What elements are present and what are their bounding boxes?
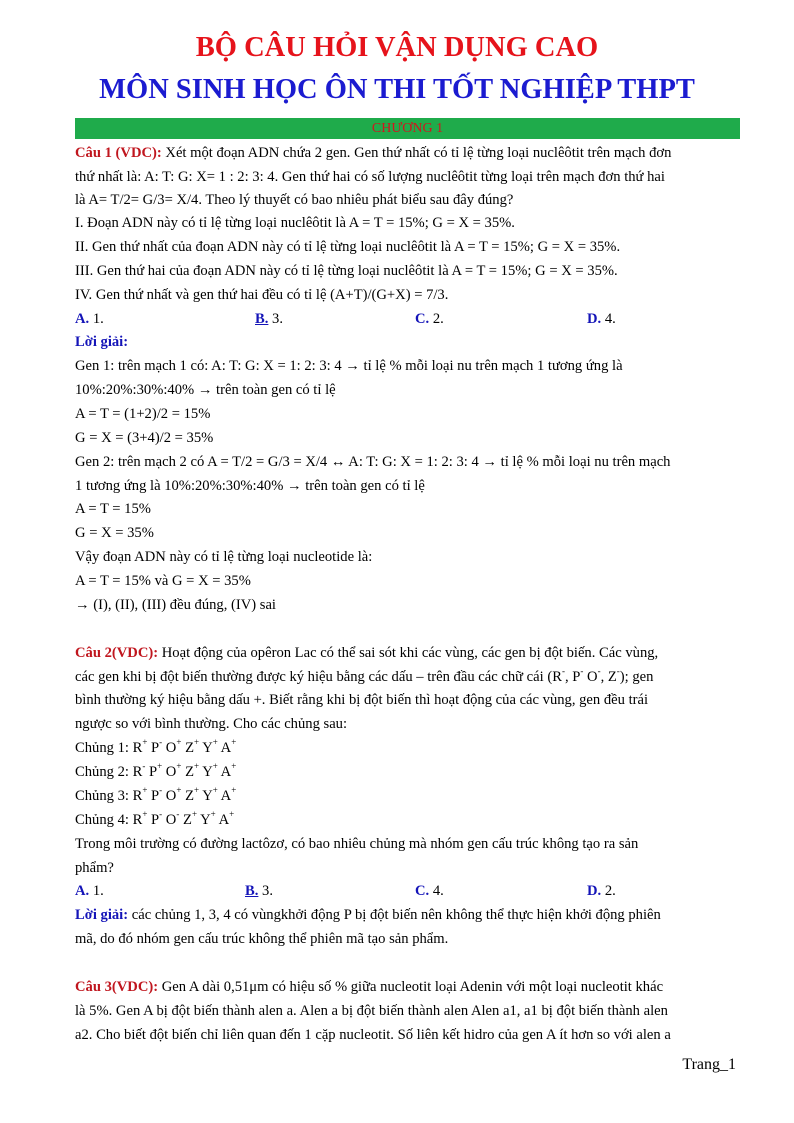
gene-symbol: P bbox=[145, 764, 158, 780]
q1-solution-line: G = X = 35% bbox=[75, 525, 154, 541]
allele-sign: + bbox=[229, 809, 235, 820]
option-letter: A. bbox=[75, 311, 90, 327]
gene-symbol: O bbox=[162, 788, 177, 804]
question-1-line-2: thứ nhất là: A: T: G: X= 1 : 2: 3: 4. Gen thứ hai có số lượng nuclêôtit từng loại trên mạch đơn thứ hai bbox=[75, 169, 665, 185]
option-letter: B. bbox=[245, 883, 259, 899]
q1-solution-line: A = T = 15% bbox=[75, 501, 151, 517]
option-text: 3. bbox=[268, 311, 283, 327]
document-title-line-2: MÔN SINH HỌC ÔN THI TỐT NGHIỆP THPT bbox=[99, 74, 695, 105]
gene-symbol: R bbox=[128, 788, 143, 804]
question-2-text: Hoạt động của opêron Lac có thể sai sót khi các vùng, các gen bị đột biến. Các vùng, bbox=[158, 645, 659, 661]
allele-sign: + bbox=[231, 761, 237, 772]
allele-sign: - bbox=[142, 761, 146, 772]
option-letter: D. bbox=[587, 311, 602, 327]
q2-option-a bbox=[75, 881, 104, 901]
allele-sign: + bbox=[231, 785, 237, 796]
q2-solution-label: Lời giải: bbox=[75, 907, 129, 923]
gene-symbol: A bbox=[217, 764, 232, 780]
gene-symbol: O bbox=[162, 764, 177, 780]
option-letter: C. bbox=[415, 883, 430, 899]
strain-2 bbox=[75, 762, 236, 782]
statement-4: IV. Gen thứ nhất và gen thứ hai đều có tỉ lệ (A+T)/(G+X) = 7/3. bbox=[75, 287, 449, 303]
q2-option-b bbox=[245, 881, 273, 901]
allele-sign: + bbox=[142, 785, 148, 796]
q1-solution-line: Vậy đoạn ADN này có tỉ lệ từng loại nucleotide là: bbox=[75, 549, 373, 565]
q1-option-c bbox=[415, 309, 444, 329]
strain-4 bbox=[75, 810, 234, 830]
question-3-label: Câu 3(VDC): bbox=[75, 979, 159, 995]
question-3-line-2: là 5%. Gen A bị đột biến thành alen a. Alen a bị đột biến thành alen Alen a1, a1 bị đột biến thành alen bbox=[75, 1003, 668, 1019]
allele-sign: + bbox=[191, 809, 198, 820]
allele-sign: + bbox=[157, 761, 163, 772]
gene-symbol: Y bbox=[199, 788, 213, 804]
q1-solution-line: G = X = (3+4)/2 = 35% bbox=[75, 430, 214, 446]
gene-symbol: O bbox=[162, 740, 177, 756]
q1-solution-label: Lời giải: bbox=[75, 334, 129, 350]
question-2-line-4: ngược so với bình thường. Cho các chủng sau: bbox=[75, 716, 348, 732]
strain-name: Chủng 3: bbox=[75, 788, 129, 804]
strain-3 bbox=[75, 786, 236, 806]
allele-sign: + bbox=[194, 761, 200, 772]
allele-sign: + bbox=[142, 737, 148, 748]
question-3-line-1 bbox=[75, 977, 663, 997]
page-number: Trang_1 bbox=[682, 1056, 736, 1073]
strain-1 bbox=[75, 738, 236, 758]
gene-symbol: Y bbox=[199, 764, 213, 780]
allele-sign: + bbox=[212, 737, 218, 748]
minus-sign: - bbox=[580, 666, 584, 677]
text: , Z bbox=[600, 669, 617, 685]
gene-symbol: Z bbox=[181, 764, 195, 780]
question-2-line-5: Trong môi trường có đường lactôzơ, có bao nhiêu chủng mà nhóm gen cấu trúc không tạo ra sản bbox=[75, 836, 639, 852]
question-2-line-6: phẩm? bbox=[75, 860, 114, 876]
allele-sign: + bbox=[194, 785, 200, 796]
text: , P bbox=[564, 669, 581, 685]
minus-sign: - bbox=[597, 666, 601, 677]
statement-2: II. Gen thứ nhất của đoạn ADN này có tỉ lệ từng loại nuclêôtit là A = T = 15%; G = X = 35%. bbox=[75, 239, 621, 255]
option-text: 1. bbox=[89, 883, 104, 899]
question-1-line-1 bbox=[75, 143, 671, 163]
option-letter: B. bbox=[255, 311, 269, 327]
q2-option-c bbox=[415, 881, 444, 901]
q1-option-b bbox=[255, 309, 283, 329]
q2-solution-line-1 bbox=[75, 905, 661, 925]
question-1-text: Xét một đoạn ADN chứa 2 gen. Gen thứ nhất có tỉ lệ từng loại nuclêôtit trên mạch đơn bbox=[161, 145, 672, 161]
option-text: 4. bbox=[601, 311, 616, 327]
q1-solution-line: Gen 1: trên mạch 1 có: A: T: G: X = 1: 2: 3: 4 → tỉ lệ % mỗi loại nu trên mạch 1 tương ứng là bbox=[75, 358, 623, 374]
gene-symbol: A bbox=[217, 740, 232, 756]
allele-sign: - bbox=[159, 737, 163, 748]
gene-symbol: R bbox=[128, 740, 143, 756]
strain-name: Chủng 2: bbox=[75, 764, 129, 780]
question-2-line-2 bbox=[75, 667, 653, 687]
gene-symbol: P bbox=[147, 788, 160, 804]
q1-solution-line: → (I), (II), (III) đều đúng, (IV) sai bbox=[75, 597, 276, 613]
minus-sign: - bbox=[616, 666, 620, 677]
gene-symbol: Z bbox=[179, 812, 192, 828]
statement-3: III. Gen thứ hai của đoạn ADN này có tỉ lệ từng loại nuclêôtit là A = T = 15%; G = X = 35%. bbox=[75, 263, 618, 279]
question-2-line-1 bbox=[75, 643, 658, 663]
option-text: 4. bbox=[429, 883, 444, 899]
allele-sign: + bbox=[210, 809, 216, 820]
q1-solution-line: A = T = 15% và G = X = 35% bbox=[75, 573, 251, 589]
q1-solution-line: 1 tương ứng là 10%:20%:30%:40% → trên toàn gen có tỉ lệ bbox=[75, 478, 425, 494]
allele-sign: - bbox=[159, 785, 163, 796]
allele-sign: + bbox=[212, 761, 218, 772]
gene-symbol: Y bbox=[197, 812, 211, 828]
allele-sign: + bbox=[194, 737, 200, 748]
allele-sign: - bbox=[176, 809, 180, 820]
gene-symbol: R bbox=[128, 764, 143, 780]
option-text: 1. bbox=[89, 311, 104, 327]
q2-solution-line-2: mã, do đó nhóm gen cấu trúc không thể phiên mã tạo sản phẩm. bbox=[75, 931, 449, 947]
gene-symbol: Z bbox=[181, 788, 195, 804]
q1-solution-line: Gen 2: trên mạch 2 có A = T/2 = G/3 = X/4 ↔ A: T: G: X = 1: 2: 3: 4 → tỉ lệ % mỗi loại nu trên mạch bbox=[75, 454, 671, 470]
chapter-heading: CHƯƠNG 1 bbox=[371, 121, 444, 136]
question-3-text: Gen A dài 0,51μm có hiệu số % giữa nucleotit loại Adenin với một loại nucleotit khác bbox=[158, 979, 664, 995]
question-2-label: Câu 2(VDC): bbox=[75, 645, 159, 661]
question-2-line-3: bình thường ký hiệu bằng dấu +. Biết rằng khi bị đột biến thì hoạt động của các vùng, gen đều trái bbox=[75, 692, 649, 708]
text: các gen khi bị đột biến thường được ký hiệu bằng các dấu – trên đầu các chữ cái (R bbox=[75, 669, 562, 685]
option-text: 2. bbox=[601, 883, 616, 899]
allele-sign: + bbox=[176, 761, 182, 772]
strain-name: Chủng 1: bbox=[75, 740, 129, 756]
q1-option-d bbox=[587, 309, 616, 329]
question-1-label: Câu 1 (VDC): bbox=[75, 145, 162, 161]
allele-sign: + bbox=[212, 785, 218, 796]
gene-symbol: P bbox=[147, 812, 160, 828]
q1-solution-line: A = T = (1+2)/2 = 15% bbox=[75, 406, 211, 422]
option-letter: A. bbox=[75, 883, 90, 899]
gene-symbol: A bbox=[217, 788, 232, 804]
option-letter: D. bbox=[587, 883, 602, 899]
option-letter: C. bbox=[415, 311, 430, 327]
text: O bbox=[583, 669, 598, 685]
text: ); gen bbox=[619, 669, 654, 685]
gene-symbol: Z bbox=[181, 740, 195, 756]
allele-sign: - bbox=[159, 809, 163, 820]
statement-1: I. Đoạn ADN này có tỉ lệ từng loại nuclêôtit là A = T = 15%; G = X = 35%. bbox=[75, 215, 515, 231]
option-text: 3. bbox=[258, 883, 273, 899]
gene-symbol: O bbox=[162, 812, 177, 828]
option-text: 2. bbox=[429, 311, 444, 327]
solution-text: các chủng 1, 3, 4 có vùngkhởi động P bị đột biến nên không thể thực hiện khởi động phiên bbox=[128, 907, 661, 923]
allele-sign: + bbox=[231, 737, 237, 748]
q2-option-d bbox=[587, 881, 616, 901]
gene-symbol: Y bbox=[199, 740, 213, 756]
allele-sign: + bbox=[176, 737, 182, 748]
question-3-line-3: a2. Cho biết đột biến chỉ liên quan đến 1 cặp nucleotit. Số liên kết hidro của gen A ít hơn so với alen a bbox=[75, 1027, 671, 1043]
question-1-line-3: là A= T/2= G/3= X/4. Theo lý thuyết có bao nhiêu phát biểu sau đây đúng? bbox=[75, 192, 514, 208]
gene-symbol: A bbox=[215, 812, 230, 828]
allele-sign: + bbox=[176, 785, 182, 796]
q1-solution-line: 10%:20%:30%:40% → trên toàn gen có tỉ lệ bbox=[75, 382, 336, 398]
allele-sign: + bbox=[142, 809, 148, 820]
gene-symbol: P bbox=[147, 740, 160, 756]
gene-symbol: R bbox=[128, 812, 143, 828]
q1-option-a bbox=[75, 309, 104, 329]
strain-name: Chủng 4: bbox=[75, 812, 129, 828]
minus-sign: - bbox=[561, 666, 565, 677]
document-title-line-1: BỘ CÂU HỎI VẬN DỤNG CAO bbox=[195, 32, 599, 63]
chapter-heading-bar bbox=[75, 118, 740, 139]
